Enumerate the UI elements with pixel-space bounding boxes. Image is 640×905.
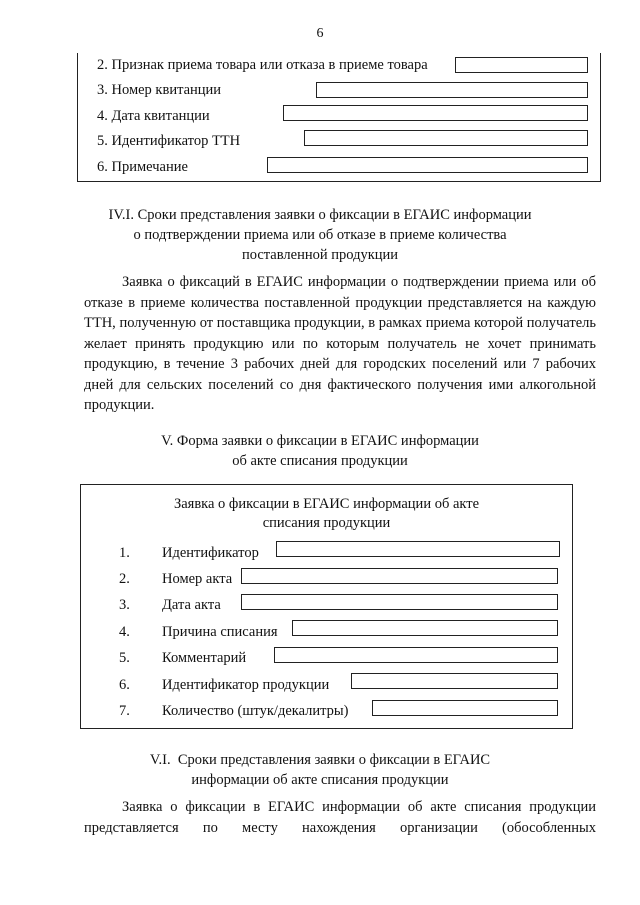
row-number: 4.: [119, 623, 130, 640]
section-iv1-heading: [0, 205, 640, 265]
row-number: 6.: [119, 676, 130, 693]
page-number: 6: [316, 26, 324, 41]
row-number: 5.: [119, 649, 130, 666]
ttn-id-field[interactable]: [304, 130, 588, 146]
row-number: 2.: [119, 570, 130, 587]
row-label: Идентификатор ТТН: [111, 132, 241, 149]
act-row-identifier: [119, 543, 130, 563]
form-row-note: [97, 157, 188, 177]
act-row-writeoff-reason: [119, 622, 130, 642]
form-row-ttn-id: [97, 131, 240, 151]
form-title: [81, 495, 572, 533]
row-number: 1.: [119, 544, 130, 561]
heading-line: IV.I. Сроки представления заявки о фиксации в ЕГАИС информации: [108, 207, 532, 223]
comment-field[interactable]: [274, 647, 558, 663]
row-label: Дата квитанции: [111, 107, 210, 124]
paragraph-text: Заявка о фиксации в ЕГАИС информации об акте списания продукции представляется по месту нахождения организации (обособленных: [84, 799, 596, 836]
act-row-label: [162, 543, 259, 563]
act-row-comment: [119, 648, 130, 668]
form-row-receipt-number: [97, 80, 221, 100]
act-date-field[interactable]: [241, 594, 558, 610]
form-title-line: Заявка о фиксации в ЕГАИС информации об акте: [173, 496, 480, 512]
act-row-product-id: [119, 675, 130, 695]
row-label: Признак приема товара или отказа в приеме товара: [111, 56, 428, 73]
row-label: Комментарий: [162, 649, 247, 666]
row-label: Примечание: [111, 158, 188, 175]
section-iv1-paragraph: [84, 272, 596, 416]
quantity-field[interactable]: [372, 700, 558, 716]
form-row-receipt-flag: [97, 55, 428, 75]
act-row-quantity: [119, 701, 130, 721]
heading-line: информации об акте списания продукции: [191, 772, 449, 788]
row-number: 7.: [119, 702, 130, 719]
form-row-receipt-date: [97, 106, 210, 126]
act-row-label: [162, 622, 278, 642]
section-v1-paragraph: [84, 797, 596, 838]
receipt-date-field[interactable]: [283, 105, 588, 121]
act-row-act-date: [119, 595, 130, 615]
note-field[interactable]: [267, 157, 588, 173]
row-number: 3.: [119, 596, 130, 613]
row-label: Номер квитанции: [111, 81, 222, 98]
row-number: 2.: [97, 56, 108, 73]
row-label: Причина списания: [162, 623, 278, 640]
section-v-heading: [0, 431, 640, 471]
act-row-act-number: [119, 569, 130, 589]
act-row-label: [162, 595, 221, 615]
row-label: Количество (штук/декалитры): [162, 702, 349, 719]
heading-line: об акте списания продукции: [232, 453, 408, 469]
receipt-flag-field[interactable]: [455, 57, 588, 73]
form-title-line: списания продукции: [262, 515, 391, 531]
row-label: Идентификатор: [162, 544, 259, 561]
row-number: 3.: [97, 81, 108, 98]
act-row-label: [162, 648, 246, 668]
act-row-label: [162, 701, 348, 721]
heading-line: V. Форма заявки о фиксации в ЕГАИС информации: [161, 433, 479, 449]
act-row-label: [162, 569, 232, 589]
section-v1-heading: [0, 750, 640, 790]
row-number: 4.: [97, 107, 108, 124]
row-number: 5.: [97, 132, 108, 149]
heading-line: поставленной продукции: [241, 247, 399, 263]
row-label: Идентификатор продукции: [162, 676, 330, 693]
heading-line: V.I. Сроки представления заявки о фиксации в ЕГАИС: [149, 752, 491, 768]
row-label: Номер акта: [162, 570, 233, 587]
writeoff-reason-field[interactable]: [292, 620, 558, 636]
identifier-field[interactable]: [276, 541, 560, 557]
receipt-number-field[interactable]: [316, 82, 588, 98]
act-number-field[interactable]: [241, 568, 558, 584]
product-id-field[interactable]: [351, 673, 558, 689]
heading-line: о подтверждении приема или об отказе в приеме количества: [133, 227, 507, 243]
act-row-label: [162, 675, 329, 695]
row-number: 6.: [97, 158, 108, 175]
paragraph-text: Заявка о фиксаций в ЕГАИС информации о подтверждении приема или об отказе в приеме количества поставленной продукции представляется на каждую ТТН, полученную от поставщика продукции, в рамках приема которой получатель желает принять продукцию или по которым получатель не хочет принимать продукцию, в течение 3 рабочих дней для городских поселений или 7 рабочих дней для сельских поселений со дня фактического получения ими алкогольной продукции.: [84, 274, 596, 413]
row-label: Дата акта: [162, 596, 221, 613]
